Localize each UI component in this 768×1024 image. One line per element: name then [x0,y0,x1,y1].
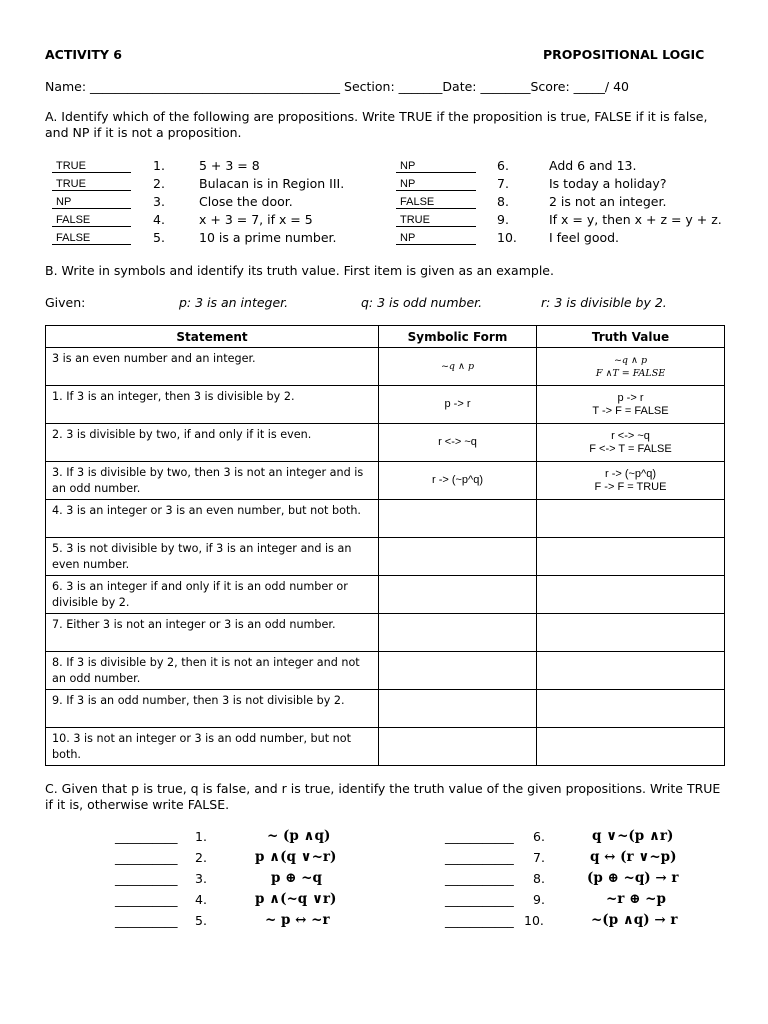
symbolic-cell[interactable] [379,500,537,538]
statement-cell: 3 is an even number and an integer. [46,348,379,386]
answer-blank[interactable]: __________ [115,913,178,928]
truth-line-2: F <-> T = FALSE [589,442,672,455]
item-number: 4. [195,892,207,907]
item-number: 5. [195,913,207,928]
proposition-expression: p ⊕ ~q [271,870,322,886]
truth-cell[interactable] [537,728,725,766]
item-number: 9. [497,212,509,227]
given-label: Given: [45,295,86,310]
answer-blank[interactable]: NP [52,196,131,209]
symbolic-cell[interactable]: p -> r [379,386,537,424]
item-number: 7. [497,176,509,191]
truth-cell[interactable] [537,386,725,424]
table-row [46,462,725,500]
answer-blank[interactable]: __________ [115,871,178,886]
part-b-instructions: B. Write in symbols and identify its truth value. First item is given as an example. [45,263,554,278]
statement-cell: 9. If 3 is an odd number, then 3 is not divisible by 2. [46,690,379,728]
answer-blank[interactable]: ___________ [445,829,514,844]
table-row [46,386,725,424]
proposition-expression: q ∨~(p ∧r) [592,828,674,844]
proposition-expression: ~ (p ∧q) [267,828,331,844]
col-header-symbolic: Symbolic Form [379,326,537,348]
item-text: I feel good. [549,230,620,245]
item-text: Add 6 and 13. [549,158,637,173]
given-r: r: 3 is divisible by 2. [541,295,667,310]
proposition-expression: (p ⊕ ~q) → r [587,870,679,886]
table-row [46,538,725,576]
item-number: 6. [533,829,545,844]
truth-cell[interactable] [537,424,725,462]
table-row [46,348,725,386]
answer-blank[interactable]: __________ [115,829,178,844]
table-row [46,690,725,728]
truth-cell[interactable] [537,690,725,728]
symbolic-cell[interactable] [379,576,537,614]
item-number: 1. [195,829,207,844]
answer-blank[interactable]: FALSE [52,232,131,245]
statement-cell: 4. 3 is an integer or 3 is an even number, but not both. [46,500,379,538]
answer-blank[interactable]: NP [396,178,476,191]
item-number: 2. [195,850,207,865]
item-text: 2 is not an integer. [549,194,667,209]
statement-cell: 6. 3 is an integer if and only if it is an odd number or divisible by 2. [46,576,379,614]
item-text: Is today a holiday? [549,176,667,191]
proposition-expression: q ↔ (r ∨~p) [590,849,677,865]
answer-blank[interactable]: FALSE [52,214,131,227]
proposition-expression: ~(p ∧q) → r [591,912,678,928]
answer-blank[interactable]: NP [396,160,476,173]
truth-line-1: r <-> ~q [611,429,650,442]
truth-cell[interactable] [537,538,725,576]
given-q: q: 3 is odd number. [361,295,483,310]
symbolic-cell[interactable]: ~q ∧ p [379,348,537,386]
answer-blank[interactable]: ___________ [445,892,514,907]
statement-cell: 10. 3 is not an integer or 3 is an odd number, but not both. [46,728,379,766]
statement-cell: 7. Either 3 is not an integer or 3 is an odd number. [46,614,379,652]
answer-blank[interactable]: NP [396,232,476,245]
symbolic-cell[interactable] [379,614,537,652]
item-text: 5 + 3 = 8 [199,158,260,173]
name-section-date-score-line: Name: ________________________________________ Section: _______Date: ________Score: _____/ 40 [45,79,630,94]
item-number: 4. [153,212,165,227]
truth-cell[interactable] [537,462,725,500]
item-number: 10. [497,230,517,245]
item-text: 10 is a prime number. [199,230,337,245]
statement-cell: 1. If 3 is an integer, then 3 is divisible by 2. [46,386,379,424]
truth-line-1: p -> r [617,391,644,404]
answer-blank[interactable]: __________ [115,892,178,907]
item-number: 10. [524,913,544,928]
symbolic-cell[interactable]: r <-> ~q [379,424,537,462]
statement-cell: 2. 3 is divisible by two, if and only if it is even. [46,424,379,462]
topic-title: PROPOSITIONAL LOGIC [543,47,705,62]
proposition-expression: ~ p ↔ ~r [265,912,330,928]
item-number: 3. [195,871,207,886]
answer-blank[interactable]: ___________ [445,850,514,865]
symbolic-cell[interactable] [379,728,537,766]
part-a-instructions: A. Identify which of the following are propositions. Write TRUE if the proposition is true, FALSE if it is false, and NP if it is not a proposition. [45,109,708,140]
truth-line-2: F -> F = TRUE [594,480,667,493]
proposition-expression: p ∧(~q ∨r) [255,891,337,907]
activity-title: ACTIVITY 6 [45,47,122,62]
table-header-row [46,326,725,348]
table-row [46,500,725,538]
part-c-instructions: C. Given that p is true, q is false, and r is true, identify the truth value of the given propositions. Write TRUE if it is, otherwise write FALSE. [45,781,721,812]
symbolic-cell[interactable] [379,538,537,576]
item-number: 5. [153,230,165,245]
item-number: 7. [533,850,545,865]
table-row [46,576,725,614]
item-number: 2. [153,176,165,191]
statement-cell: 5. 3 is not divisible by two, if 3 is an integer and is an even number. [46,538,379,576]
truth-cell[interactable] [537,500,725,538]
col-header-statement: Statement [46,326,379,348]
symbolic-cell[interactable] [379,652,537,690]
item-text: Close the door. [199,194,293,209]
statement-cell: 3. If 3 is divisible by two, then 3 is not an integer and is an odd number. [46,462,379,500]
truth-cell[interactable] [537,652,725,690]
given-p: p: 3 is an integer. [179,295,289,310]
table-row [46,728,725,766]
col-header-truth: Truth Value [537,326,725,348]
answer-blank[interactable]: ___________ [445,871,514,886]
item-number: 6. [497,158,509,173]
truth-line-2: T -> F = FALSE [592,404,669,417]
truth-line-1: r -> (~p^q) [604,467,656,480]
table-row [46,652,725,690]
answer-blank[interactable]: TRUE [52,178,131,191]
item-text: If x = y, then x + z = y + z. [549,212,722,227]
item-number: 3. [153,194,165,209]
truth-cell[interactable] [537,348,725,386]
truth-cell[interactable] [537,576,725,614]
answer-blank[interactable]: TRUE [396,214,476,227]
statement-cell: 8. If 3 is divisible by 2, then it is not an integer and not an odd number. [46,652,379,690]
truth-cell[interactable] [537,614,725,652]
symbolic-cell[interactable] [379,690,537,728]
truth-line-2: F ∧T = FALSE [595,367,666,379]
table-row [46,614,725,652]
item-text: x + 3 = 7, if x = 5 [199,212,313,227]
proposition-expression: ~r ⊕ ~p [606,891,666,907]
table-row [46,424,725,462]
answer-blank[interactable]: __________ [115,850,178,865]
answer-blank[interactable]: ___________ [445,913,514,928]
item-number: 8. [533,871,545,886]
proposition-expression: p ∧(q ∨~r) [255,849,337,865]
item-number: 8. [497,194,509,209]
answer-blank[interactable]: TRUE [52,160,131,173]
answer-blank[interactable]: FALSE [396,196,476,209]
part-b-table [45,325,725,766]
item-number: 1. [153,158,165,173]
item-text: Bulacan is in Region III. [199,176,345,191]
item-number: 9. [533,892,545,907]
symbolic-cell[interactable]: r -> (~p^q) [379,462,537,500]
truth-line-1: ~q ∧ p [613,354,648,366]
